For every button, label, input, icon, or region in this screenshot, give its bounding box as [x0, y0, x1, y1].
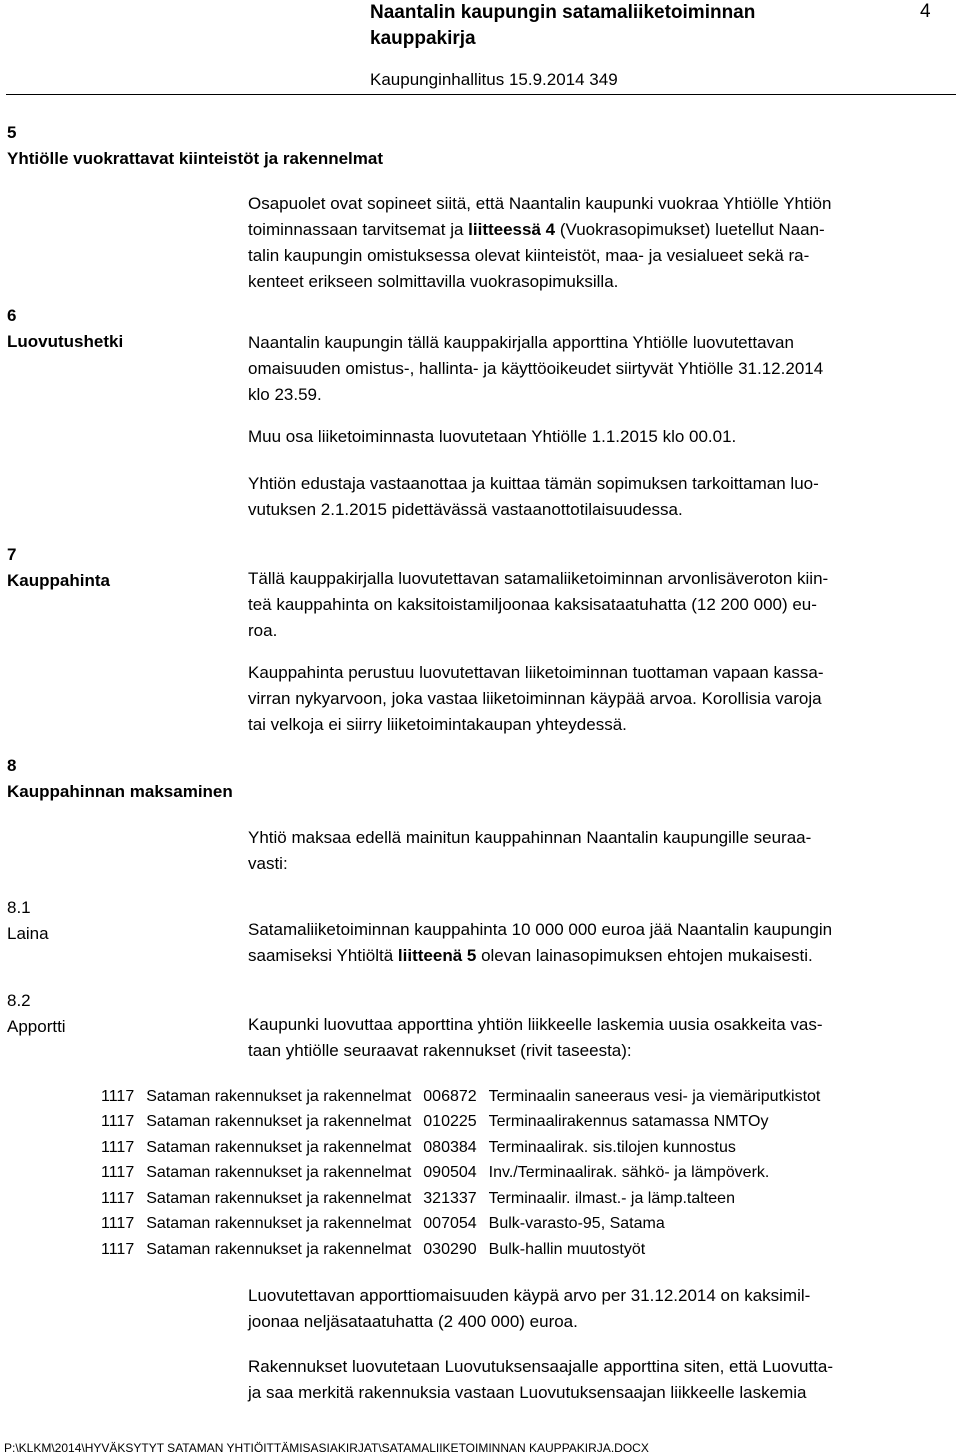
section-6-number: 6 [7, 306, 17, 325]
section-5-heading [7, 120, 383, 172]
section-6-paragraph-2 [248, 424, 938, 450]
paragraph-line: teä kauppahinta on kaksitoistamiljoonaa kaksisataatuhatta (12 200 000) eu- [248, 595, 817, 614]
cell-id: 090504 [423, 1164, 477, 1182]
text-run: olevan lainasopimuksen ehtojen mukaisesti. [476, 946, 813, 965]
text-run: toiminnassaan tarvitsemat ja [248, 220, 469, 239]
paragraph-line: tai velkoja ei siirry liiketoimintakaupan yhteydessä. [248, 715, 627, 734]
document-title-line1: Naantalin kaupungin satamaliiketoiminnan [370, 2, 756, 23]
section-8-2-paragraph-3 [248, 1354, 938, 1406]
cell-id: 010225 [423, 1113, 477, 1131]
header-rule [6, 94, 956, 95]
cell-category: Sataman rakennukset ja rakennelmat [146, 1113, 412, 1131]
section-8-2-heading [7, 988, 66, 1040]
text-run: saamiseksi Yhtiöltä [248, 946, 398, 965]
buildings-table-body [95, 1084, 826, 1263]
table-row [95, 1084, 826, 1110]
attachment-reference: liitteessä 4 [468, 220, 556, 239]
section-8-1-heading [7, 895, 49, 947]
cell-id: 080384 [423, 1138, 477, 1156]
paragraph-line: klo 23.59. [248, 385, 322, 404]
section-7-paragraph-2 [248, 660, 938, 738]
section-7-heading [7, 542, 110, 594]
paragraph-line: talin kaupungin omistuksessa olevat kiinteistöt, maa- ja vesialueet sekä ra- [248, 246, 810, 265]
paragraph-line: Rakennukset luovutetaan Luovutuksensaajalle apporttina siten, että Luovutta- [248, 1357, 834, 1376]
document-title-line2: kauppakirja [370, 28, 476, 49]
section-8-2-paragraph-2 [248, 1283, 938, 1335]
paragraph-line: vutuksen 2.1.2015 pidettävässä vastaanottotilaisuudessa. [248, 500, 683, 519]
paragraph-line: Muu osa liiketoiminnasta luovutetaan Yhtiölle 1.1.2015 klo 00.01. [248, 427, 737, 446]
section-8-1-number: 8.1 [7, 898, 31, 917]
cell-id: 321337 [423, 1189, 477, 1207]
cell-code: 1117 [101, 1189, 135, 1207]
section-6-title: Luovutushetki [7, 332, 124, 351]
page-number: 4 [920, 1, 931, 22]
paragraph-line: Naantalin kaupungin tällä kauppakirjalla apporttina Yhtiölle luovutettavan [248, 333, 794, 352]
paragraph-line: roa. [248, 621, 278, 640]
section-5-title: Yhtiölle vuokrattavat kiinteistöt ja rakennelmat [7, 149, 384, 168]
section-8-2-title: Apportti [7, 1017, 66, 1036]
cell-code: 1117 [101, 1215, 135, 1233]
cell-code: 1117 [101, 1087, 135, 1105]
cell-id: 030290 [423, 1240, 477, 1258]
section-8-1-title: Laina [7, 924, 49, 943]
cell-category: Sataman rakennukset ja rakennelmat [146, 1087, 412, 1105]
table-row [95, 1212, 826, 1238]
cell-code: 1117 [101, 1113, 135, 1131]
cell-description: Bulk-hallin muutostyöt [488, 1240, 646, 1258]
paragraph-line: ja saa merkitä rakennuksia vastaan Luovutuksensaajan liikkeelle laskemia [248, 1383, 807, 1402]
footer-file-path: P:\KLKM\2014\HYVÄKSYTYT SATAMAN YHTIÖITTÄMISASIAKIRJAT\SATAMALIIKETOIMINNAN KAUPPAKIRJA.DOCX [4, 1441, 649, 1455]
paragraph-line: Osapuolet ovat sopineet siitä, että Naantalin kaupunki vuokraa Yhtiölle Yhtiön [248, 194, 832, 213]
section-8-1-paragraph [248, 917, 938, 969]
paragraph-line: Satamaliiketoiminnan kauppahinta 10 000 000 euroa jää Naantalin kaupungin [248, 920, 833, 939]
attachment-reference: liitteenä 5 [397, 946, 477, 965]
cell-id: 007054 [423, 1215, 477, 1233]
cell-code: 1117 [101, 1240, 135, 1258]
cell-code: 1117 [101, 1164, 135, 1182]
table-row [95, 1161, 826, 1187]
paragraph-line: Tällä kauppakirjalla luovutettavan satamaliiketoiminnan arvonlisäveroton kiin- [248, 569, 829, 588]
section-5-number: 5 [7, 123, 17, 142]
paragraph-line: Kauppahinta perustuu luovutettavan liiketoiminnan tuottaman vapaan kassa- [248, 663, 824, 682]
paragraph-line: Kaupunki luovuttaa apporttina yhtiön liikkeelle laskemia uusia osakkeita vas- [248, 1015, 823, 1034]
table-row [95, 1237, 826, 1263]
paragraph-line: omaisuuden omistus-, hallinta- ja käyttöoikeudet siirtyvät Yhtiölle 31.12.2014 [248, 359, 824, 378]
paragraph-line: virran nykyarvoon, joka vastaa liiketoiminnan käypää arvoa. Korollisia varoja [248, 689, 822, 708]
cell-description: Inv./Terminaalirak. sähkö- ja lämpöverk. [488, 1164, 770, 1182]
paragraph-line: joonaa neljäsataatuhatta (2 400 000) euroa. [248, 1312, 578, 1331]
paragraph-line: Yhtiön edustaja vastaanottaa ja kuittaa tämän sopimuksen tarkoittaman luo- [248, 474, 819, 493]
cell-category: Sataman rakennukset ja rakennelmat [146, 1164, 412, 1182]
cell-category: Sataman rakennukset ja rakennelmat [146, 1240, 412, 1258]
section-5-paragraph [248, 191, 938, 295]
paragraph-line [248, 943, 938, 969]
section-8-number: 8 [7, 756, 17, 775]
section-8-heading [7, 753, 233, 805]
section-6-paragraph-1 [248, 330, 938, 408]
table-row [95, 1135, 826, 1161]
section-8-title: Kauppahinnan maksaminen [7, 782, 233, 801]
cell-category: Sataman rakennukset ja rakennelmat [146, 1138, 412, 1156]
cell-description: Bulk-varasto-95, Satama [488, 1215, 665, 1233]
cell-description: Terminaalir. ilmast.- ja lämp.talteen [488, 1189, 735, 1207]
section-8-2-paragraph-1 [248, 1012, 938, 1064]
cell-code: 1117 [101, 1138, 135, 1156]
table-row [95, 1110, 826, 1136]
paragraph-line: Luovutettavan apporttiomaisuuden käypä arvo per 31.12.2014 on kaksimil- [248, 1286, 811, 1305]
cell-description: Terminaalin saneeraus vesi- ja viemäriputkistot [488, 1087, 821, 1105]
paragraph-line [248, 217, 938, 243]
section-7-paragraph-1 [248, 566, 938, 644]
text-run: (Vuokrasopimukset) luetellut Naan- [555, 220, 825, 239]
document-title [370, 0, 755, 52]
section-6-heading [7, 303, 123, 355]
section-7-title: Kauppahinta [7, 571, 110, 590]
cell-id: 006872 [423, 1087, 477, 1105]
cell-description: Terminaalirakennus satamassa NMTOy [488, 1113, 769, 1131]
paragraph-line: vasti: [248, 854, 288, 873]
section-7-number: 7 [7, 545, 17, 564]
buildings-table [95, 1084, 826, 1263]
section-8-2-number: 8.2 [7, 991, 31, 1010]
table-row [95, 1186, 826, 1212]
section-8-paragraph [248, 825, 938, 877]
paragraph-line: kenteet erikseen solmittavilla vuokrasopimuksilla. [248, 272, 619, 291]
cell-description: Terminaalirak. sis.tilojen kunnostus [488, 1138, 736, 1156]
approval-info: Kaupunginhallitus 15.9.2014 349 [370, 70, 618, 89]
paragraph-line: taan yhtiölle seuraavat rakennukset (rivit taseesta): [248, 1041, 632, 1060]
cell-category: Sataman rakennukset ja rakennelmat [146, 1189, 412, 1207]
paragraph-line: Yhtiö maksaa edellä mainitun kauppahinnan Naantalin kaupungille seuraa- [248, 828, 812, 847]
cell-category: Sataman rakennukset ja rakennelmat [146, 1215, 412, 1233]
section-6-paragraph-3 [248, 471, 938, 523]
